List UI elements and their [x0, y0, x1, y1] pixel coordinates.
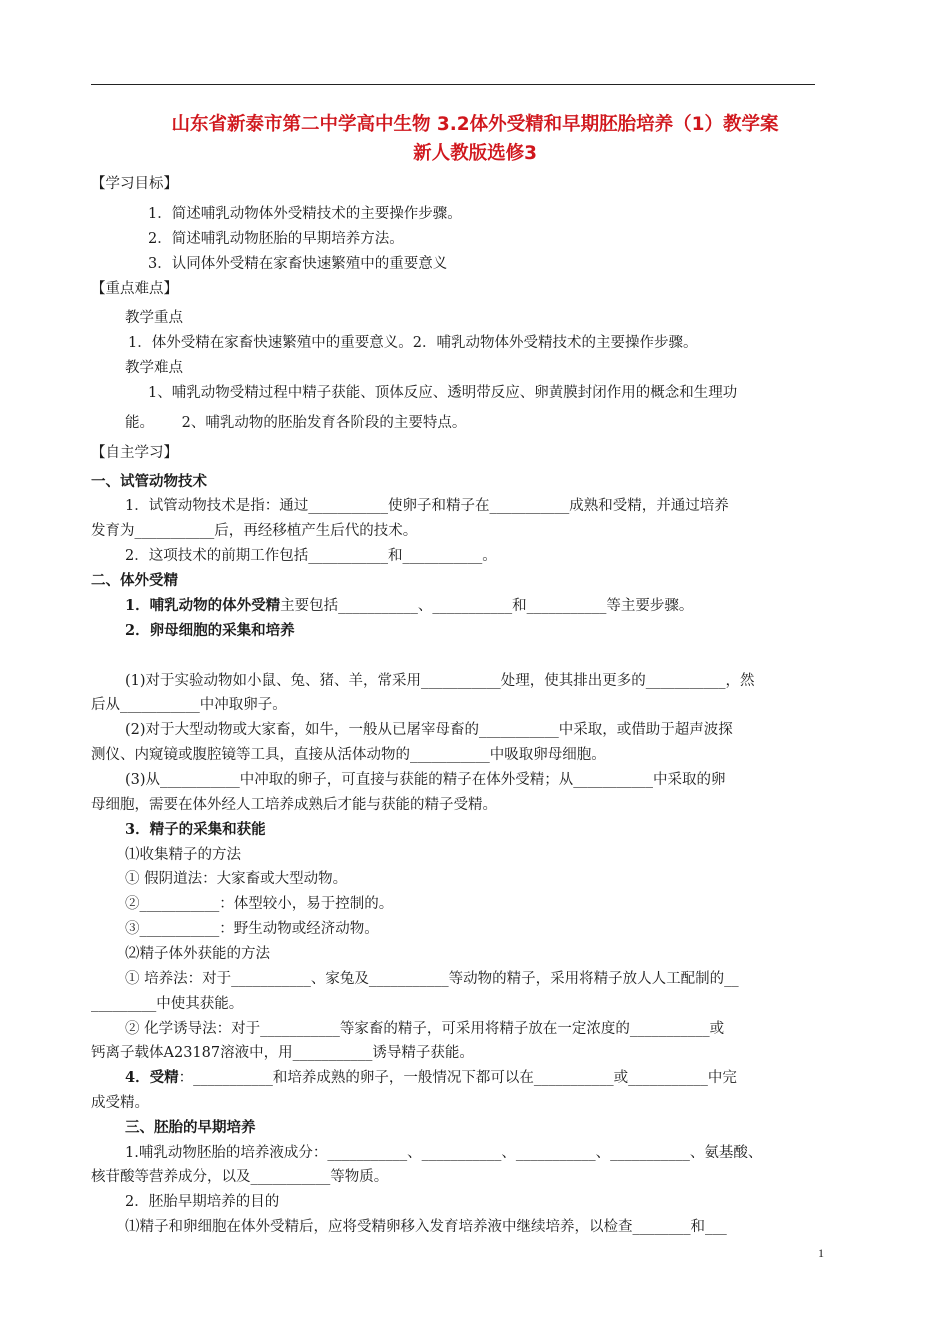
paragraph-line: ① 培养法：对于___________、家兔及___________等动物的精子，采用将精子放人人工配制的__ [125, 971, 739, 987]
paragraph-line [125, 1068, 737, 1088]
subsection-heading: 2．卵母细胞的采集和培养 [125, 622, 295, 639]
document-title-line2: 新人教版选修3 [413, 143, 537, 164]
paragraph-line [125, 596, 693, 616]
paragraph-line: 2．胚胎早期培养的目的 [125, 1194, 280, 1210]
paragraph-line: 发育为___________后，再经移植产生后代的技术。 [91, 523, 418, 539]
paragraph-line: ② 化学诱导法：对于___________等家畜的精子，可采用将精子放在一定浓度的___________或 [125, 1021, 725, 1037]
bold-lead: 1．哺乳动物的体外受精 [125, 597, 281, 614]
paragraph-line: 成受精。 [91, 1095, 149, 1111]
page-number: 1 [818, 1246, 824, 1260]
objective-item: 1．简述哺乳动物体外受精技术的主要操作步骤。 [148, 206, 462, 222]
paragraph-line: ②___________：体型较小，易于控制的。 [125, 896, 394, 912]
paragraph-line: ⑵精子体外获能的方法 [125, 946, 270, 962]
paragraph-line: 能。 2、哺乳动物的胚胎发育各阶段的主要特点。 [125, 415, 467, 431]
section-heading-1: 一、试管动物技术 [91, 474, 207, 490]
paragraph-line: 测仪、内窥镜或腹腔镜等工具，直接从活体动物的___________中吸取卵母细胞。 [91, 747, 606, 763]
section-heading-keypoints: 【重点难点】 [91, 281, 178, 297]
section-heading-objectives: 【学习目标】 [91, 176, 178, 192]
header-rule [91, 84, 815, 85]
paragraph-line: 核苷酸等营养成分，以及___________等物质。 [91, 1169, 389, 1185]
paragraph-line: ⑴收集精子的方法 [125, 847, 241, 863]
paragraph-line: (1)对于实验动物如小鼠、兔、猪、羊，常采用___________处理，使其排出更多的___________，然 [125, 673, 755, 689]
paragraph-line: 1．体外受精在家畜快速繁殖中的重要意义。2．哺乳动物体外受精技术的主要操作步骤。 [128, 335, 698, 351]
paragraph-line: 母细胞，需要在体外经人工培养成熟后才能与获能的精子受精。 [91, 797, 497, 813]
bold-lead: 4．受精 [125, 1069, 179, 1086]
document-title-line1: 山东省新泰市第二中学高中生物 3.2体外受精和早期胚胎培养（1）教学案 [171, 114, 779, 135]
paragraph-text: ：___________和培养成熟的卵子，一般情况下都可以在___________或___________中完 [178, 1070, 737, 1086]
paragraph-line: 后从___________中冲取卵子。 [91, 697, 287, 713]
subheading-teaching-difficulty: 教学难点 [125, 360, 183, 376]
objective-item: 2．简述哺乳动物胚胎的早期培养方法。 [148, 231, 404, 247]
paragraph-line: 1.哺乳动物胚胎的培养液成分：___________、___________、___________、___________、氨基酸、 [125, 1145, 763, 1161]
paragraph-line: 1．试管动物技术是指：通过___________使卵子和精子在___________成熟和受精，并通过培养 [125, 498, 729, 514]
paragraph-line: _________中使其获能。 [91, 996, 244, 1012]
paragraph-line: 2．这项技术的前期工作包括___________和___________。 [125, 548, 497, 564]
paragraph-line: (3)从___________中冲取的卵子，可直接与获能的精子在体外受精；从___________中采取的卵 [125, 772, 726, 788]
section-heading-2: 二、体外受精 [91, 573, 178, 589]
subheading-teaching-focus: 教学重点 [125, 310, 183, 326]
paragraph-line: 钙离子载体A23187溶液中，用___________诱导精子获能。 [91, 1045, 474, 1061]
objective-item: 3．认同体外受精在家畜快速繁殖中的重要意义 [148, 256, 448, 272]
paragraph-text: 主要包括___________、___________和___________等主要步骤。 [280, 598, 694, 614]
paragraph-line: ③___________：野生动物或经济动物。 [125, 921, 379, 937]
paragraph-line: ⑴精子和卵细胞在体外受精后，应将受精卵移入发育培养液中继续培养，以检查________和___ [125, 1219, 727, 1235]
section-heading-selfstudy: 【自主学习】 [91, 445, 178, 461]
paragraph-line: (2)对于大型动物或大家畜，如牛，一般从已屠宰母畜的___________中采取，或借助于超声波探 [125, 722, 733, 738]
section-heading-3: 三、胚胎的早期培养 [125, 1119, 256, 1136]
paragraph-line: ① 假阴道法：大家畜或大型动物。 [125, 871, 348, 887]
subsection-heading: 3．精子的采集和获能 [125, 821, 266, 838]
paragraph-line: 1、哺乳动物受精过程中精子获能、顶体反应、透明带反应、卵黄膜封闭作用的概念和生理功 [148, 385, 738, 401]
